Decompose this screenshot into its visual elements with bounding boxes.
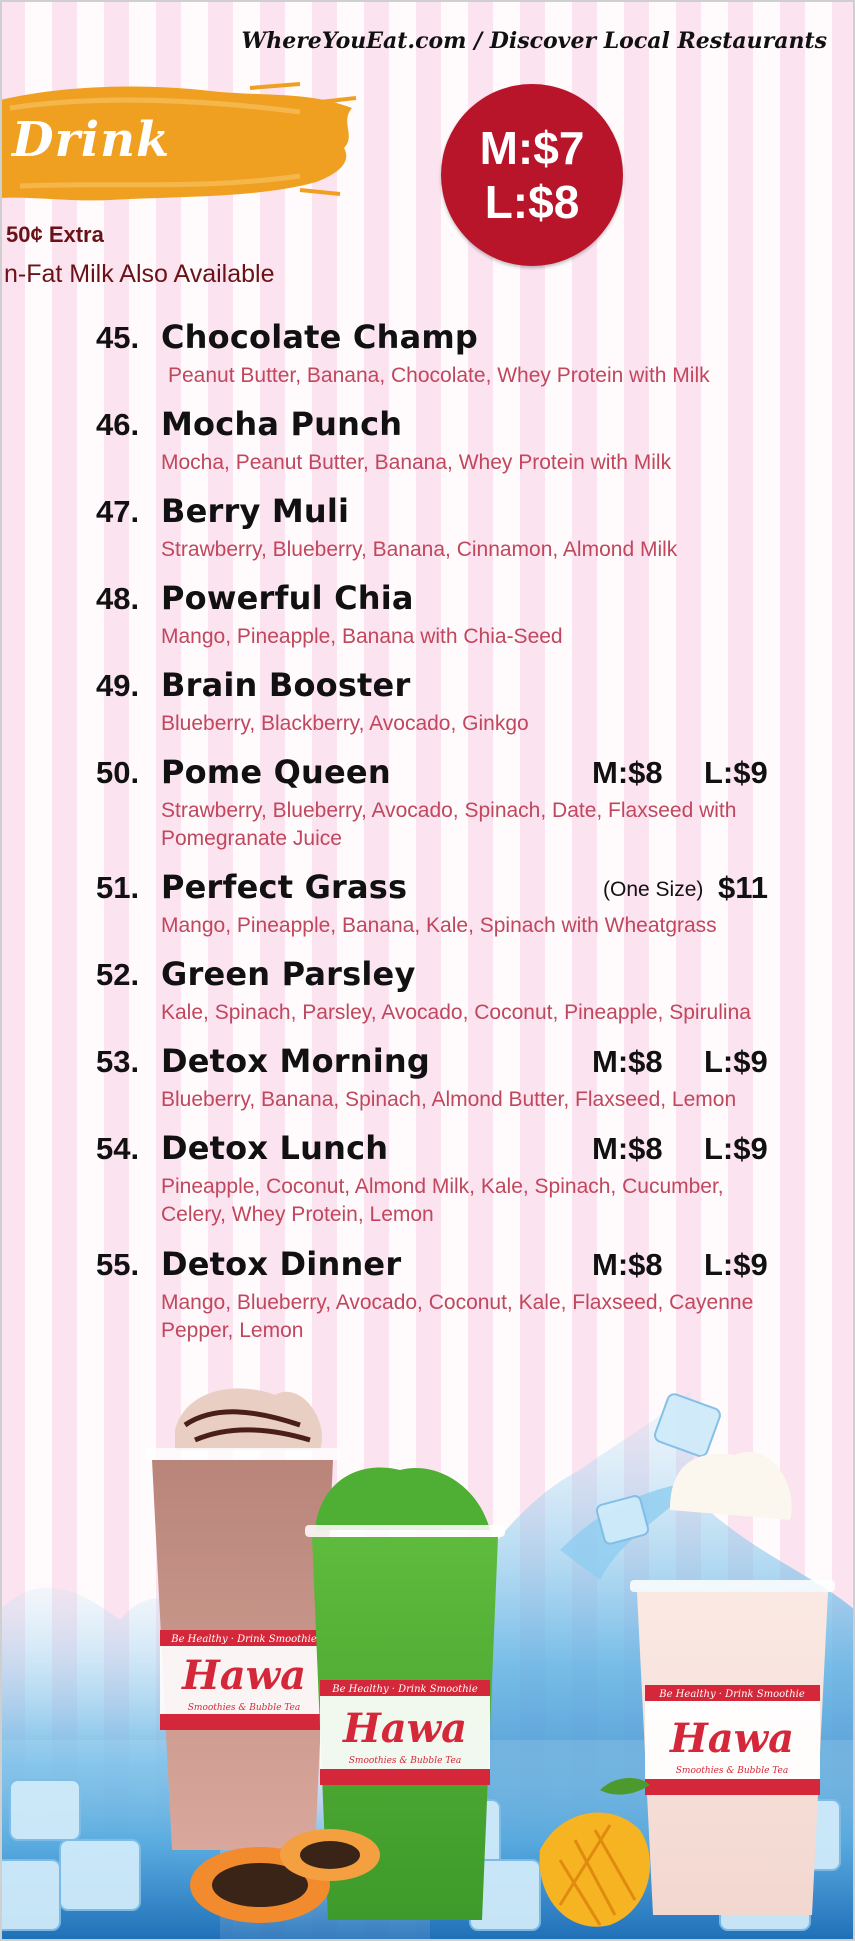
item-number: 52.	[96, 957, 140, 992]
section-title: Drink	[12, 112, 171, 168]
item-name: Detox Morning	[161, 1042, 430, 1080]
item-name: Detox Dinner	[161, 1245, 402, 1283]
cup-logo-tagline: Be Healthy · Drink Smoothie	[659, 1689, 805, 1700]
item-name: Chocolate Champ	[161, 318, 479, 356]
item-description: Pineapple, Coconut, Almond Milk, Kale, Spinach, Cucumber, Celery, Whey Protein, Lemon	[161, 1175, 724, 1226]
price-badge	[441, 84, 623, 266]
cup-logo-tagline: Be Healthy · Drink Smoothie	[332, 1684, 478, 1695]
large-price: L:$9	[704, 1131, 768, 1166]
large-price: L:$9	[704, 1044, 768, 1079]
item-name: Berry Muli	[161, 492, 350, 530]
cup-logo-subtitle: Smoothies & Bubble Tea	[675, 1766, 789, 1776]
item-description: Strawberry, Blueberry, Avocado, Spinach, Date, Flaxseed with Pomegranate Juice	[161, 799, 737, 850]
medium-price: M:$8	[592, 1247, 663, 1282]
item-name: Mocha Punch	[161, 405, 403, 443]
milk-note: n-Fat Milk Also Available	[4, 260, 275, 288]
item-description: Blueberry, Banana, Spinach, Almond Butter, Flaxseed, Lemon	[161, 1088, 737, 1111]
cup-logo-subtitle: Smoothies & Bubble Tea	[348, 1756, 462, 1766]
item-number: 54.	[96, 1131, 140, 1166]
large-price: L:$9	[704, 755, 768, 790]
medium-price: M:$8	[592, 1131, 663, 1166]
item-description: Peanut Butter, Banana, Chocolate, Whey Protein with Milk	[168, 364, 710, 387]
smoothie-illustration	[0, 1380, 855, 1941]
item-number: 48.	[96, 581, 140, 616]
item-description: Mocha, Peanut Butter, Banana, Whey Protein with Milk	[161, 451, 672, 474]
item-number: 51.	[96, 870, 140, 905]
cup-logo-tagline: Be Healthy · Drink Smoothie	[171, 1634, 317, 1645]
item-number: 49.	[96, 668, 140, 703]
item-number: 53.	[96, 1044, 140, 1079]
item-name: Powerful Chia	[161, 579, 414, 617]
cup-logo-brand: Hawa	[342, 1705, 468, 1752]
badge-medium-price: M:$7	[479, 122, 585, 174]
badge-large-price: L:$8	[484, 176, 580, 228]
item-description: Strawberry, Blueberry, Banana, Cinnamon, Almond Milk	[161, 538, 678, 561]
item-description: Mango, Pineapple, Banana with Chia-Seed	[161, 625, 563, 648]
watermark: WhereYouEat.com / Discover Local Restaurants	[241, 28, 827, 54]
item-description: Kale, Spinach, Parsley, Avocado, Coconut, Pineapple, Spirulina	[161, 1001, 751, 1024]
medium-price: M:$8	[592, 1044, 663, 1079]
extra-charge-note: 50¢ Extra	[6, 222, 104, 247]
cup-logo-brand: Hawa	[669, 1715, 795, 1762]
medium-price: M:$8	[592, 755, 663, 790]
item-number: 55.	[96, 1247, 140, 1282]
item-description: Mango, Blueberry, Avocado, Coconut, Kale, Flaxseed, Cayenne Pepper, Lemon	[161, 1291, 754, 1342]
item-name: Detox Lunch	[161, 1129, 389, 1167]
large-price: L:$9	[704, 1247, 768, 1282]
one-size-price: $11	[718, 870, 769, 905]
item-number: 46.	[96, 407, 140, 442]
size-note: (One Size)	[603, 878, 704, 901]
item-name: Green Parsley	[161, 955, 416, 993]
item-number: 50.	[96, 755, 140, 790]
item-number: 45.	[96, 320, 140, 355]
item-name: Brain Booster	[161, 666, 411, 704]
cup-logo-subtitle: Smoothies & Bubble Tea	[187, 1703, 301, 1713]
item-name: Pome Queen	[161, 753, 391, 791]
cup-logo-brand: Hawa	[181, 1652, 307, 1699]
item-description: Blueberry, Blackberry, Avocado, Ginkgo	[161, 712, 529, 735]
item-description: Mango, Pineapple, Banana, Kale, Spinach with Wheatgrass	[161, 914, 717, 937]
item-number: 47.	[96, 494, 140, 529]
item-name: Perfect Grass	[161, 868, 408, 906]
